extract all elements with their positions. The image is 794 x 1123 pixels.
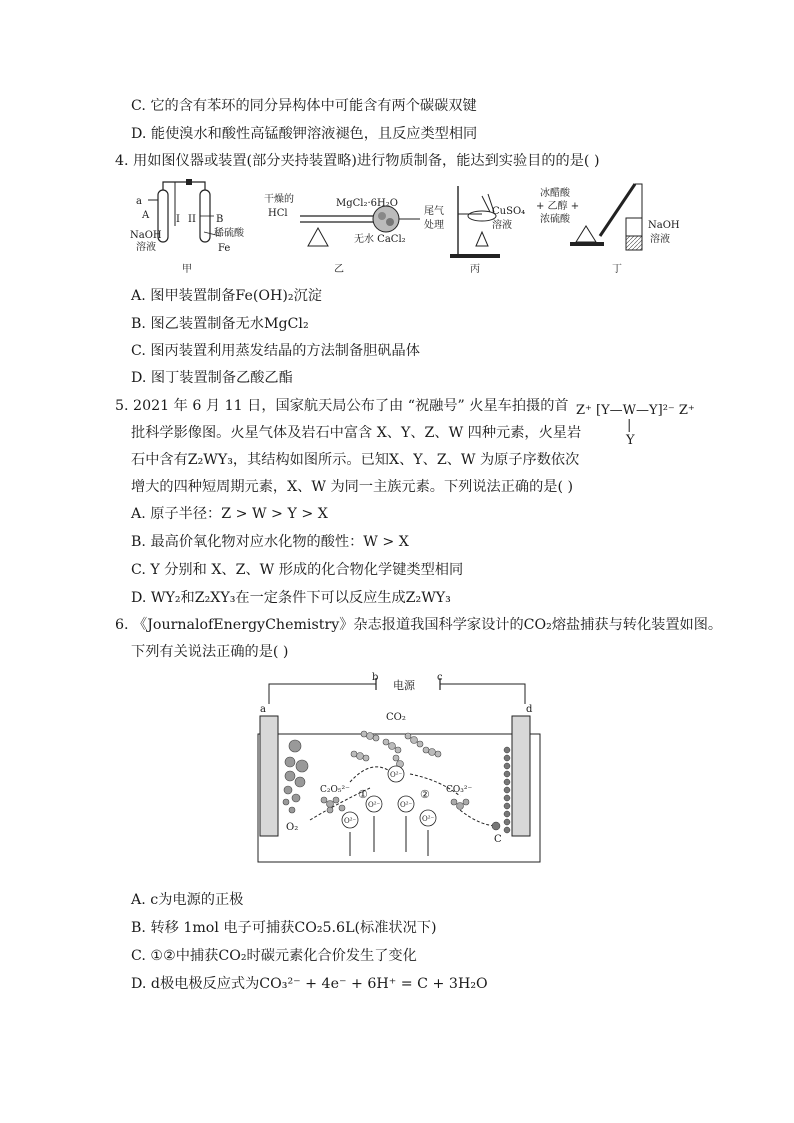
oxide-ion-5: O²⁻ (422, 815, 435, 823)
label-electrode-a: a (260, 704, 266, 715)
structure-top: Z⁺ [Y—W—Y]²⁻ Z⁺ (576, 403, 695, 418)
question-6-line1: 6. 《JournalofEnergyChemistry》杂志报道我国科学家设计的CO₂熔盐捕获与转化装置如图。 (115, 617, 723, 633)
label-II: II (188, 214, 196, 225)
question-6-line2: 下列有关说法正确的是( ) (131, 644, 289, 660)
label-yi: 乙 (334, 264, 344, 275)
label-rongye-2: 溶液 (492, 220, 512, 231)
label-xiliusuan: 稀硫酸 (214, 228, 244, 239)
o2-bubbles (283, 740, 308, 813)
option-b-q5: B. 最高价氧化物对应水化物的酸性：W > X (131, 534, 409, 550)
apparatus-ding (536, 184, 680, 275)
option-c-q6: C. ①②中捕获CO₂时碳元素化合价发生了变化 (131, 948, 417, 964)
label-fe: Fe (218, 243, 231, 254)
label-co2: CO₂ (386, 712, 406, 723)
label-yichun: + 乙醇 + (536, 201, 580, 212)
label-nongliusuan: 浓硫酸 (540, 214, 570, 225)
label-bingcusuan: 冰醋酸 (540, 188, 570, 199)
label-naoh-2: NaOH (648, 220, 680, 231)
oxide-ion-1: O²⁻ (390, 771, 403, 779)
label-co3: CO₃²⁻ (446, 785, 473, 795)
option-d-q3: D. 能使溴水和酸性高锰酸钾溶液褪色，且反应类型相同 (131, 126, 478, 142)
label-jia: 甲 (182, 264, 192, 275)
option-d-q4: D. 图丁装置制备乙酸乙酯 (131, 370, 293, 386)
label-weiqi: 尾气 (424, 206, 444, 217)
option-c-q5: C. Y 分别和 X、Z、W 形成的化合物化学键类型相同 (131, 562, 464, 578)
label-hcl: HCl (268, 208, 288, 219)
co2-molecules (351, 731, 441, 768)
carbon-deposit (492, 747, 510, 833)
structure-bond: | (627, 418, 632, 433)
label-power: 电源 (393, 679, 415, 692)
label-chuli: 处理 (424, 220, 444, 231)
label-rongye-1: 溶液 (136, 242, 156, 253)
label-I: I (176, 214, 180, 225)
option-b-q4: B. 图乙装置制备无水MgCl₂ (131, 316, 309, 332)
option-a-q5: A. 原子半径：Z > W > Y > X (131, 506, 328, 522)
label-cuso4: CuSO₄ (492, 206, 526, 217)
question-4: 4. 用如图仪器或装置(部分夹持装置略)进行物质制备，能达到实验目的的是( ) (115, 153, 600, 169)
label-ganzao: 干燥的 (264, 194, 294, 205)
option-a-q6: A. c为电源的正极 (131, 892, 244, 908)
label-carbon: C (494, 834, 502, 845)
question-5-line4: 增大的四种短周期元素，X、W 为同一主族元素。下列说法正确的是( ) (131, 479, 574, 495)
apparatus-jia (130, 179, 245, 275)
label-cacl: 无水 CaCl₂ (354, 234, 406, 245)
label-c: c (437, 672, 443, 683)
label-A: A (142, 210, 150, 221)
oxide-ion-2: O²⁻ (368, 801, 381, 809)
label-c2o5: C₂O₅²⁻ (320, 785, 350, 795)
label-ding: 丁 (612, 264, 622, 275)
structure-formula (576, 402, 695, 450)
electrolysis-cell-diagram (250, 670, 550, 870)
label-step-two: ② (420, 788, 430, 801)
apparatus-bing (450, 186, 525, 275)
label-b: b (372, 672, 379, 683)
apparatus-yi (264, 192, 444, 275)
option-d-q5: D. WY₂和Z₂XY₃在一定条件下可以反应生成Z₂WY₃ (131, 590, 451, 606)
label-electrode-d: d (526, 704, 533, 715)
option-c-q4: C. 图丙装置利用蒸发结晶的方法制备胆矾晶体 (131, 343, 420, 359)
label-step-one: ① (358, 788, 368, 801)
option-b-q6: B. 转移 1mol 电子可捕获CO₂5.6L(标准状况下) (131, 920, 437, 936)
option-d-q6: D. d极电极反应式为CO₃²⁻ + 4e⁻ + 6H⁺ = C + 3H₂O (131, 976, 488, 992)
label-naoh-1: NaOH (130, 230, 162, 241)
question-5-line2: 批科学影像图。火星气体及岩石中富含 X、Y、Z、W 四种元素，火星岩 (131, 425, 582, 441)
question-5-line1: 5. 2021 年 6 月 11 日，国家航天局公布了由 “祝融号” 火星车拍摄的首 (115, 398, 569, 414)
oxide-ion-4: O²⁻ (344, 817, 357, 825)
option-c-q3: C. 它的含有苯环的同分异构体中可能含有两个碳碳双键 (131, 98, 477, 114)
label-mgcl: MgCl₂·6H₂O (336, 198, 398, 209)
label-a: a (136, 196, 142, 207)
question-5-line3: 石中含有Z₂WY₃，其结构如图所示。已知X、Y、Z、W 为原子序数依次 (131, 452, 580, 468)
apparatus-figure (130, 176, 700, 276)
option-a-q4: A. 图甲装置制备Fe(OH)₂沉淀 (131, 288, 322, 304)
label-bing: 丙 (470, 264, 480, 275)
label-B: B (216, 214, 224, 225)
label-o2: O₂ (286, 822, 299, 833)
label-rongye-3: 溶液 (650, 234, 670, 245)
structure-bottom: Y (626, 433, 635, 448)
oxide-ion-3: O²⁻ (400, 801, 413, 809)
